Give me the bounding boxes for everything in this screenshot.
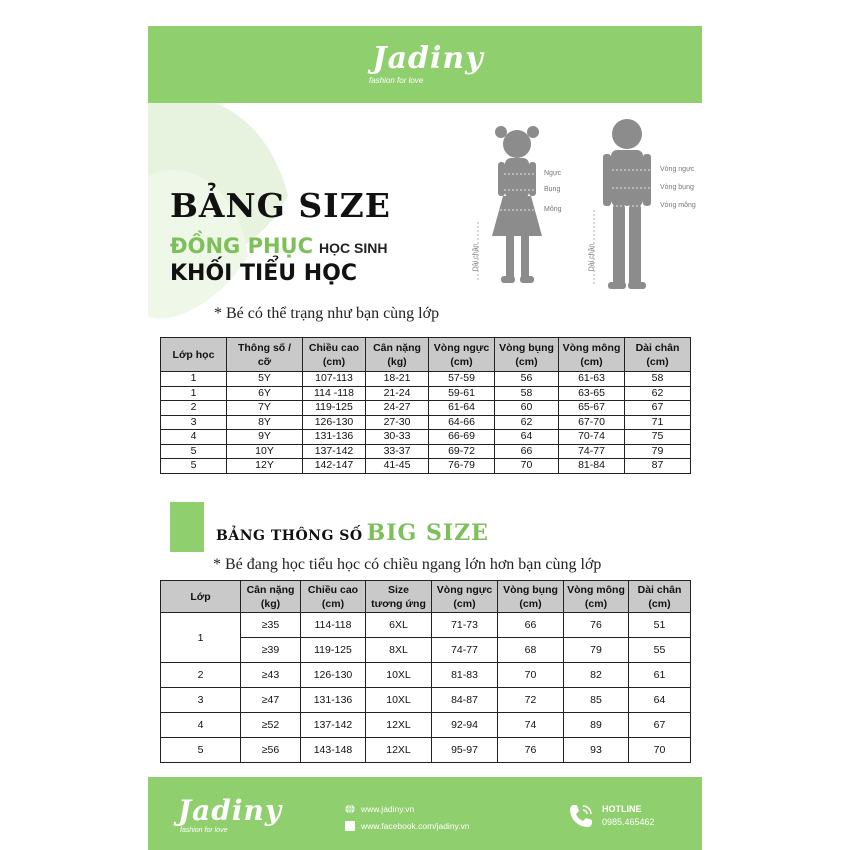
- subtitle-text: HỌC SINH: [319, 240, 388, 256]
- table-cell: 79: [564, 638, 629, 663]
- table-cell: 126-130: [303, 415, 366, 430]
- footer-band: [148, 777, 702, 850]
- table-cell: 5: [161, 444, 227, 459]
- table-cell: 74-77: [432, 638, 498, 663]
- table-cell: 10Y: [227, 444, 303, 459]
- table-cell: 63-65: [559, 386, 625, 401]
- table-row: [161, 372, 691, 387]
- table-cell: 24-27: [366, 401, 429, 416]
- table-cell: 18-21: [366, 372, 429, 387]
- table-cell: 64-66: [429, 415, 495, 430]
- table-cell: 107-113: [303, 372, 366, 387]
- table-cell: 72: [498, 688, 564, 713]
- table-cell: 4: [161, 713, 241, 738]
- page-title: BẢNG SIZE: [170, 186, 391, 225]
- table-cell: ≥35: [241, 613, 301, 638]
- table-cell: 67: [625, 401, 691, 416]
- label-dai-chan-boy: Dài chân: [588, 243, 596, 272]
- table-row: [161, 415, 691, 430]
- table-cell: 137-142: [301, 713, 366, 738]
- header-lop: Lớp: [161, 581, 241, 613]
- table-cell: 64: [495, 430, 559, 445]
- table-cell: 68: [498, 638, 564, 663]
- table-cell: 21-24: [366, 386, 429, 401]
- header-band: [148, 26, 702, 103]
- table-cell: 82: [564, 663, 629, 688]
- table-cell: 3: [161, 688, 241, 713]
- footer-facebook[interactable]: [345, 821, 470, 831]
- big-size-title: [216, 520, 489, 546]
- header-thong-so: Thông số / cỡ: [227, 338, 303, 372]
- table-cell: 69-72: [429, 444, 495, 459]
- table-cell: 12XL: [366, 713, 432, 738]
- table-cell: 92-94: [432, 713, 498, 738]
- table-row: [161, 444, 691, 459]
- facebook-icon: [345, 821, 355, 831]
- brand-logo: [343, 42, 513, 85]
- table-row: [161, 663, 691, 688]
- table-cell: 71: [625, 415, 691, 430]
- table-cell: 76: [498, 738, 564, 763]
- table-cell: 142-147: [303, 459, 366, 474]
- note-regular-size: * Bé có thể trạng như bạn cùng lớp: [214, 305, 440, 322]
- table-cell: 67-70: [559, 415, 625, 430]
- phone-icon: [566, 801, 596, 831]
- table-cell: 9Y: [227, 430, 303, 445]
- label-vong-mong: Vòng mông: [660, 202, 696, 209]
- table-cell: 76-79: [429, 459, 495, 474]
- table-cell: 12Y: [227, 459, 303, 474]
- table-cell: 6XL: [366, 613, 432, 638]
- table-cell: 5: [161, 738, 241, 763]
- table-cell: 51: [629, 613, 691, 638]
- table-cell: 70: [498, 663, 564, 688]
- table-cell: 66-69: [429, 430, 495, 445]
- table-row: [161, 386, 691, 401]
- table-cell: 126-130: [301, 663, 366, 688]
- measurement-figures: [470, 114, 696, 304]
- table-row: [161, 688, 691, 713]
- table-cell: 61-64: [429, 401, 495, 416]
- table-cell: 56: [495, 372, 559, 387]
- table-cell: 62: [495, 415, 559, 430]
- table-row: [161, 638, 691, 663]
- website-link[interactable]: www.jadiny.vn: [361, 804, 415, 814]
- table-cell: 41-45: [366, 459, 429, 474]
- table-row: [161, 738, 691, 763]
- table-cell: 33-37: [366, 444, 429, 459]
- globe-icon: [345, 804, 355, 814]
- table-cell: ≥43: [241, 663, 301, 688]
- label-mong: Mông: [544, 206, 562, 213]
- table-cell: 74: [498, 713, 564, 738]
- table-cell: 131-136: [303, 430, 366, 445]
- big-size-accent-block: [170, 502, 204, 552]
- table-cell: ≥56: [241, 738, 301, 763]
- child-silhouettes-illustration: [470, 114, 690, 304]
- table-cell: 1: [161, 372, 227, 387]
- footer-brand-name: Jadiny: [177, 794, 283, 827]
- table-row: [161, 459, 691, 474]
- table-cell: 85: [564, 688, 629, 713]
- school-level: KHỐI TIỂU HỌC: [170, 261, 358, 286]
- table-cell: 119-125: [301, 638, 366, 663]
- table-cell: 12XL: [366, 738, 432, 763]
- label-dai-chan-girl: Dài chân: [472, 243, 480, 272]
- header-vong-mong: Vòng mông (cm): [564, 581, 629, 613]
- brand-name: Jadiny: [372, 41, 484, 76]
- table-cell: 62: [625, 386, 691, 401]
- table-cell: 114 -118: [303, 386, 366, 401]
- table-cell: 89: [564, 713, 629, 738]
- table-cell: 74-77: [559, 444, 625, 459]
- table-cell: 1: [161, 386, 227, 401]
- table-cell: 66: [498, 613, 564, 638]
- table-cell: 5Y: [227, 372, 303, 387]
- header-chieu-cao: Chiều cao (cm): [303, 338, 366, 372]
- table-cell: 7Y: [227, 401, 303, 416]
- table-cell: 84-87: [432, 688, 498, 713]
- table-row: [161, 613, 691, 638]
- footer-brand-logo: [170, 795, 290, 835]
- table-cell: 143-148: [301, 738, 366, 763]
- header-size-tuong-ung: Size tương ứng: [366, 581, 432, 613]
- table-cell: ≥47: [241, 688, 301, 713]
- table-cell: 5: [161, 459, 227, 474]
- table-cell: 70-74: [559, 430, 625, 445]
- table-cell: 59-61: [429, 386, 495, 401]
- table-cell: 3: [161, 415, 227, 430]
- table-cell: 2: [161, 663, 241, 688]
- table-cell: 95-97: [432, 738, 498, 763]
- big-size-table-body: [161, 613, 691, 763]
- table-cell: 10XL: [366, 663, 432, 688]
- note-big-size: * Bé đang học tiểu học có chiều ngang lớn hơn bạn cùng lớp: [213, 556, 602, 573]
- table-cell: 70: [629, 738, 691, 763]
- header-vong-nguc: Vòng ngực (cm): [432, 581, 498, 613]
- regular-size-table: [160, 337, 691, 474]
- table-header-row: [161, 338, 691, 372]
- regular-size-table-body: [161, 372, 691, 474]
- table-cell: 1: [161, 613, 241, 663]
- table-cell: 2: [161, 401, 227, 416]
- table-cell: 10XL: [366, 688, 432, 713]
- header-can-nang: Cân nặng (kg): [366, 338, 429, 372]
- brand-tagline: fashion for love: [369, 76, 424, 85]
- hotline-number[interactable]: 0985.465462: [602, 817, 655, 827]
- header-dai-chan: Dài chân (cm): [629, 581, 691, 613]
- table-cell: 4: [161, 430, 227, 445]
- header-vong-nguc: Vòng ngực (cm): [429, 338, 495, 372]
- big-size-title-highlight: BIG SIZE: [366, 520, 489, 546]
- table-header-row: [161, 581, 691, 613]
- header-vong-bung: Vòng bụng (cm): [498, 581, 564, 613]
- table-cell: 61: [629, 663, 691, 688]
- header-can-nang: Cân nặng (kg): [241, 581, 301, 613]
- table-cell: 6Y: [227, 386, 303, 401]
- table-cell: 114-118: [301, 613, 366, 638]
- table-cell: 30-33: [366, 430, 429, 445]
- footer-website[interactable]: [345, 804, 414, 814]
- table-cell: 119-125: [303, 401, 366, 416]
- header-vong-mong: Vòng mông (cm): [559, 338, 625, 372]
- table-cell: 81-84: [559, 459, 625, 474]
- table-row: [161, 401, 691, 416]
- facebook-link[interactable]: www.facebook.com/jadiny.vn: [361, 821, 470, 831]
- table-row: [161, 430, 691, 445]
- hotline-label: HOTLINE: [602, 804, 642, 814]
- table-cell: 70: [495, 459, 559, 474]
- table-cell: 8XL: [366, 638, 432, 663]
- big-size-title-prefix: BẢNG THÔNG SỐ: [216, 528, 363, 544]
- table-cell: 79: [625, 444, 691, 459]
- table-cell: 76: [564, 613, 629, 638]
- table-cell: 71-73: [432, 613, 498, 638]
- header-lop-hoc: Lớp học: [161, 338, 227, 372]
- table-cell: 66: [495, 444, 559, 459]
- table-cell: 61-63: [559, 372, 625, 387]
- table-cell: 57-59: [429, 372, 495, 387]
- table-cell: 75: [625, 430, 691, 445]
- header-dai-chan: Dài chân (cm): [625, 338, 691, 372]
- table-cell: 58: [495, 386, 559, 401]
- footer-brand-tagline: fashion for love: [180, 827, 228, 834]
- table-cell: 64: [629, 688, 691, 713]
- table-row: [161, 713, 691, 738]
- size-chart-sheet: [148, 26, 702, 850]
- table-cell: 27-30: [366, 415, 429, 430]
- table-cell: 60: [495, 401, 559, 416]
- table-cell: 93: [564, 738, 629, 763]
- table-cell: 81-83: [432, 663, 498, 688]
- label-bung: Bụng: [544, 186, 561, 193]
- table-cell: 137-142: [303, 444, 366, 459]
- big-size-table: [160, 580, 691, 763]
- table-cell: 67: [629, 713, 691, 738]
- subtitle-highlight: ĐỒNG PHỤC: [170, 234, 314, 258]
- label-vong-nguc: Vòng ngực: [660, 166, 695, 173]
- header-chieu-cao: Chiều cao (cm): [301, 581, 366, 613]
- table-cell: ≥52: [241, 713, 301, 738]
- page-subtitle: [170, 234, 387, 258]
- table-cell: 58: [625, 372, 691, 387]
- table-cell: 8Y: [227, 415, 303, 430]
- label-nguc: Ngực: [544, 170, 562, 177]
- table-cell: 131-136: [301, 688, 366, 713]
- table-cell: 87: [625, 459, 691, 474]
- table-cell: 65-67: [559, 401, 625, 416]
- footer-hotline[interactable]: [566, 801, 655, 831]
- table-cell: 55: [629, 638, 691, 663]
- table-cell: ≥39: [241, 638, 301, 663]
- header-vong-bung: Vòng bụng (cm): [495, 338, 559, 372]
- label-vong-bung: Vòng bụng: [660, 184, 694, 191]
